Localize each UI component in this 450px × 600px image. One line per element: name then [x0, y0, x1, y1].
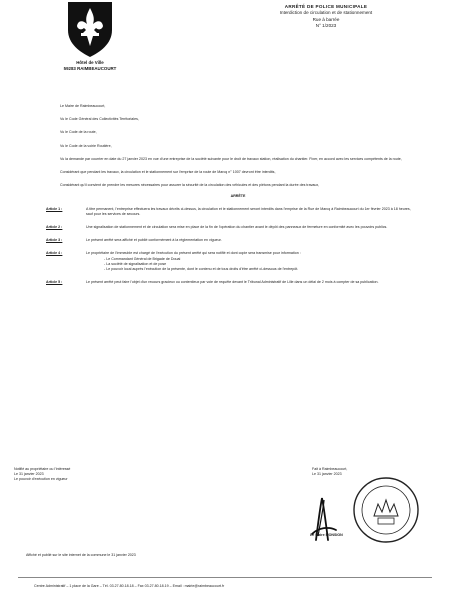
article-content	[86, 251, 416, 272]
article-4	[46, 251, 416, 272]
considerant-paragraph: Considérant que pendant les travaux, la circulation et le stationnement sur l'emprise de la route de Marcq n° 1007 devront être interdits,	[60, 170, 276, 175]
article-1	[46, 206, 416, 217]
article-label: Article 4 :	[46, 251, 63, 256]
header-title-block	[216, 4, 436, 30]
article-label: Article 5 :	[46, 280, 63, 285]
article-label: Article 2 :	[46, 225, 63, 230]
article-text: A titre permanent, l'entreprise effectuera les travaux décrits ci-dessus, la circulation et le stationnement seront interdits dans l'emprise de la Rue de Marcq à Raimbeaucourt du 1er février 2023 à 18 heures, sauf pour les services de secours.	[86, 206, 411, 216]
visa-line: Vu le Code de la route,	[60, 130, 97, 135]
recipient-item: - Le pouvoir local auprès l'exécution de la présente, dont le contenu et de tous droits d'être arrêté ci-dessous de l'entrepôt.	[104, 267, 299, 272]
considerant-paragraph: Vu la demande par courrier en date du 27 janvier 2023 en vue d'une entreprise de la société suivante pour le droit de travaux station, réalisation du chantier. Fixer, en accord avec les services compétents de la route,	[60, 156, 402, 161]
article-2	[46, 225, 416, 230]
intro-line: Le Maire de Raimbeaucourt,	[60, 104, 106, 108]
town-name: Hôtel de Ville	[76, 60, 104, 65]
article-5	[46, 280, 416, 285]
article-text: Une signalisation de stationnement et de circulation sera mise en place de la fin de l'opération du chantier avant le dépôt des panneaux de fermeture en conformité avec les pouvoirs publics.	[86, 225, 388, 230]
signature-date: Le 31 janvier 2023	[312, 472, 342, 477]
footer-divider	[18, 577, 432, 578]
town-block	[52, 60, 128, 72]
document-body	[46, 104, 416, 293]
notification-block	[14, 467, 134, 483]
article-label: Article 3 :	[46, 238, 63, 243]
document-subtitle: Interdiction de circulation et de stationnement	[279, 10, 373, 16]
official-stamp	[352, 476, 420, 544]
arrete-heading: ARRÊTE	[230, 194, 246, 199]
article-text: Le présent arrêté sera affiché et publié conformément à la réglementation en vigueur.	[86, 238, 222, 243]
footer-address: Centre Administratif – 1 place de la Gare – Tél. 03.27.80.18.18 – Fax 03.27.80.18.19 – Email : mairie@raimbeaucourt.fr	[34, 584, 225, 588]
visa-line: Vu le Code Général des Collectivités Territoriales,	[60, 117, 139, 122]
recipient-item: - Le Commandant Général de Brigade de Douai	[104, 256, 181, 261]
town-postcode: 59283 RAIMBEAUCOURT	[63, 66, 117, 71]
article-text: Le présent arrêté peut faire l'objet d'un recours gracieux ou contentieux par voie de requête devant le Tribunal Administratif de Lille dans un délai de 2 mois à compter de sa publication.	[86, 280, 379, 285]
article-text: Le propriétaire de l'immeuble est chargé de l'exécution du présent arrêté qui sera notifié et dont copie sera transmise pour information :	[86, 251, 301, 256]
considerant-paragraph: Considérant qu'il convient de prendre les mesures nécessaires pour assurer la sécurité de la circulation des véhicules et des piétons pendant la durée des travaux,	[60, 183, 320, 188]
notification-line: Le 31 janvier 2023	[14, 472, 44, 477]
signatory-name: Le Maire MONSION	[310, 533, 343, 537]
document-title: ARRÊTÉ DE POLICE MUNICIPALE	[284, 4, 368, 9]
document-street: Rue à barrée	[312, 16, 340, 22]
publication-note: Affiché et publié sur le site internet de la commune le 31 janvier 2023	[26, 553, 136, 557]
article-3	[46, 238, 416, 243]
signature-place: Fait à Raimbeaucourt,	[312, 467, 348, 471]
article-label: Article 1 :	[46, 206, 63, 211]
recipient-item: - La société de signalisation et de pose	[104, 261, 167, 266]
notification-line: Le pouvoir d'exécution en vigueur	[14, 477, 68, 482]
document-number: N° 1/2023	[315, 23, 337, 29]
notification-line: Notifié au propriétaire ou l'intéressé	[14, 467, 71, 471]
visa-line: Vu le Code de la voirie Routière,	[60, 143, 112, 148]
town-crest-logo	[66, 0, 114, 58]
